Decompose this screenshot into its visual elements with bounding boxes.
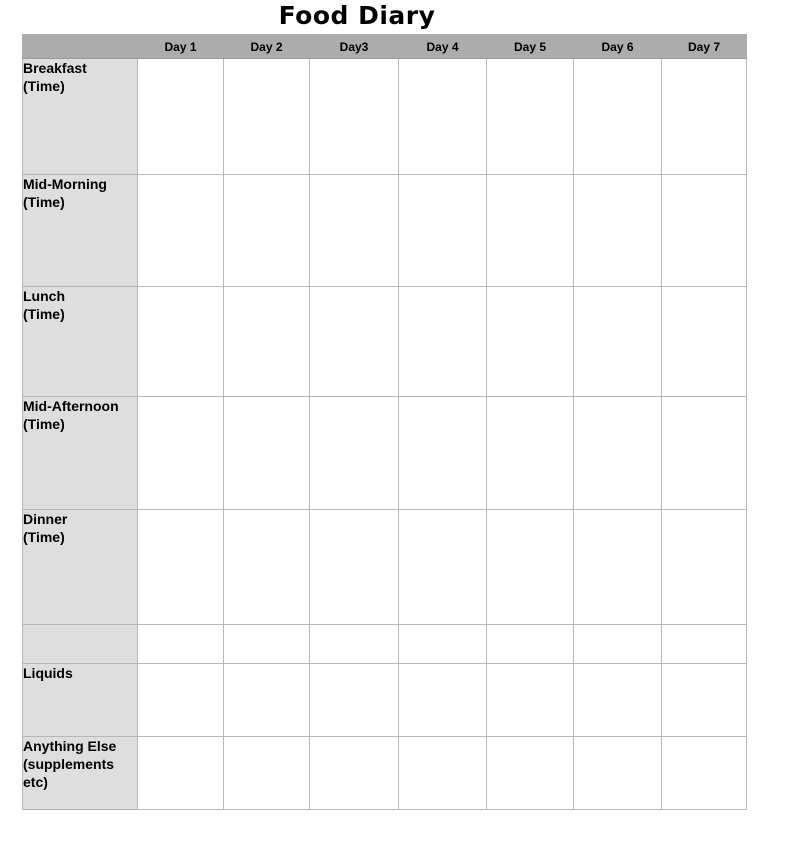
entry-cell[interactable] [574,175,662,287]
entry-cell[interactable] [310,737,399,810]
entry-cell[interactable] [487,175,574,287]
entry-cell[interactable] [138,664,224,737]
column-header-day-5: Day 5 [487,35,574,59]
table-row-mid-afternoon [23,397,747,510]
entry-cell[interactable] [399,175,487,287]
entry-cell[interactable] [138,737,224,810]
food-diary-table [22,34,747,810]
row-label-mid-afternoon: Mid-Afternoon (Time) [23,397,138,510]
row-label-breakfast: Breakfast (Time) [23,59,138,175]
entry-cell[interactable] [310,510,399,625]
entry-cell[interactable] [224,625,310,664]
row-label-dinner: Dinner (Time) [23,510,138,625]
page-title: Food Diary [278,1,436,30]
column-header-day-4: Day 4 [399,35,487,59]
entry-cell[interactable] [310,625,399,664]
entry-cell[interactable] [662,510,747,625]
column-header-day-2: Day 2 [224,35,310,59]
entry-cell[interactable] [662,287,747,397]
header-row [23,35,747,59]
table-row-blank [23,625,747,664]
entry-cell[interactable] [487,510,574,625]
entry-cell[interactable] [399,287,487,397]
column-header-day-7: Day 7 [662,35,747,59]
entry-cell[interactable] [399,737,487,810]
table-row-lunch [23,287,747,397]
entry-cell[interactable] [487,664,574,737]
entry-cell[interactable] [662,175,747,287]
entry-cell[interactable] [138,397,224,510]
column-header-day-1: Day 1 [138,35,224,59]
table-row-mid-morning [23,175,747,287]
entry-cell[interactable] [574,287,662,397]
table-row-dinner [23,510,747,625]
entry-cell[interactable] [487,625,574,664]
entry-cell[interactable] [399,664,487,737]
entry-cell[interactable] [574,397,662,510]
entry-cell[interactable] [310,397,399,510]
entry-cell[interactable] [574,59,662,175]
entry-cell[interactable] [224,59,310,175]
table-row-anything-else [23,737,747,810]
entry-cell[interactable] [574,737,662,810]
row-label-mid-morning: Mid-Morning (Time) [23,175,138,287]
row-label-lunch: Lunch (Time) [23,287,138,397]
entry-cell[interactable] [224,737,310,810]
table-row-liquids [23,664,747,737]
row-label-liquids: Liquids [23,664,138,737]
column-header-day-6: Day 6 [574,35,662,59]
entry-cell[interactable] [224,397,310,510]
entry-cell[interactable] [399,397,487,510]
entry-cell[interactable] [138,175,224,287]
entry-cell[interactable] [310,287,399,397]
entry-cell[interactable] [487,737,574,810]
entry-cell[interactable] [574,510,662,625]
entry-cell[interactable] [399,625,487,664]
header-corner [23,35,138,59]
entry-cell[interactable] [224,664,310,737]
entry-cell[interactable] [487,287,574,397]
table-row-breakfast [23,59,747,175]
entry-cell[interactable] [487,59,574,175]
entry-cell[interactable] [662,625,747,664]
entry-cell[interactable] [487,397,574,510]
row-label-anything-else: Anything Else (supplements etc) [23,737,138,810]
entry-cell[interactable] [574,625,662,664]
entry-cell[interactable] [310,175,399,287]
entry-cell[interactable] [138,287,224,397]
entry-cell[interactable] [224,510,310,625]
column-header-day-3: Day3 [310,35,399,59]
entry-cell[interactable] [224,175,310,287]
entry-cell[interactable] [399,510,487,625]
entry-cell[interactable] [138,625,224,664]
row-label-blank [23,625,138,664]
entry-cell[interactable] [662,397,747,510]
entry-cell[interactable] [574,664,662,737]
entry-cell[interactable] [662,737,747,810]
entry-cell[interactable] [310,59,399,175]
entry-cell[interactable] [310,664,399,737]
entry-cell[interactable] [138,59,224,175]
entry-cell[interactable] [224,287,310,397]
entry-cell[interactable] [662,59,747,175]
entry-cell[interactable] [662,664,747,737]
entry-cell[interactable] [138,510,224,625]
entry-cell[interactable] [399,59,487,175]
